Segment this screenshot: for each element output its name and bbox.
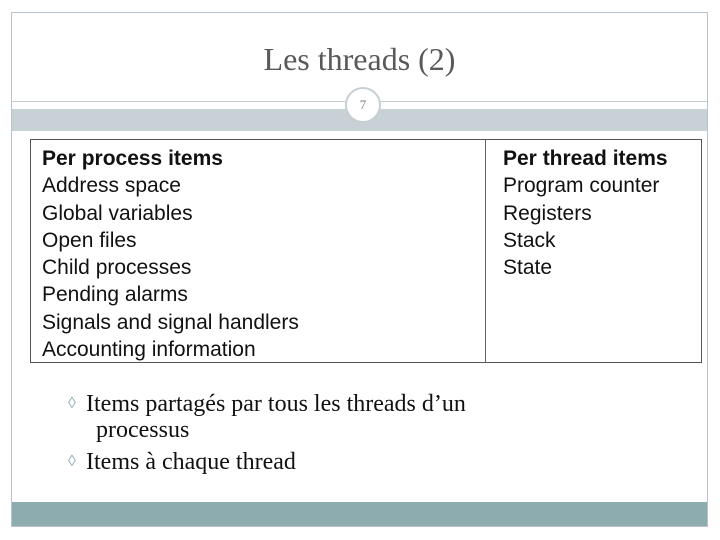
table-cell: Stack — [503, 228, 556, 252]
table-cell: Global variables — [42, 201, 193, 225]
slide-title: Les threads (2) — [263, 41, 456, 77]
table-cell: Accounting information — [42, 338, 256, 362]
items-table — [30, 139, 702, 363]
page-number: 7 — [345, 87, 381, 123]
table-cell: Address space — [42, 174, 181, 198]
table-cell: State — [503, 256, 553, 280]
table-cell: Open files — [42, 228, 137, 252]
bullet-item — [68, 391, 668, 443]
bullet-text: Items partagés par tous les threads d’un — [86, 391, 466, 417]
per-thread-column — [486, 140, 701, 362]
bullet-list — [68, 391, 668, 475]
footer-band — [12, 502, 707, 526]
table-cell: Pending alarms — [42, 283, 188, 307]
per-process-header: Per process items — [42, 147, 223, 170]
bullet-icon: ◊ — [68, 395, 76, 412]
per-process-column — [31, 140, 486, 362]
bullet-icon: ◊ — [68, 453, 76, 470]
bullet-text: Items à chaque thread — [86, 449, 296, 475]
per-thread-header: Per thread items — [503, 147, 668, 170]
table-cell: Registers — [503, 201, 592, 225]
bullet-item — [68, 449, 668, 475]
table-cell: Program counter — [503, 174, 660, 198]
slide — [11, 12, 708, 527]
table-cell: Child processes — [42, 256, 192, 280]
bullet-text-continued: processus — [96, 417, 190, 443]
table-cell: Signals and signal handlers — [42, 310, 299, 334]
